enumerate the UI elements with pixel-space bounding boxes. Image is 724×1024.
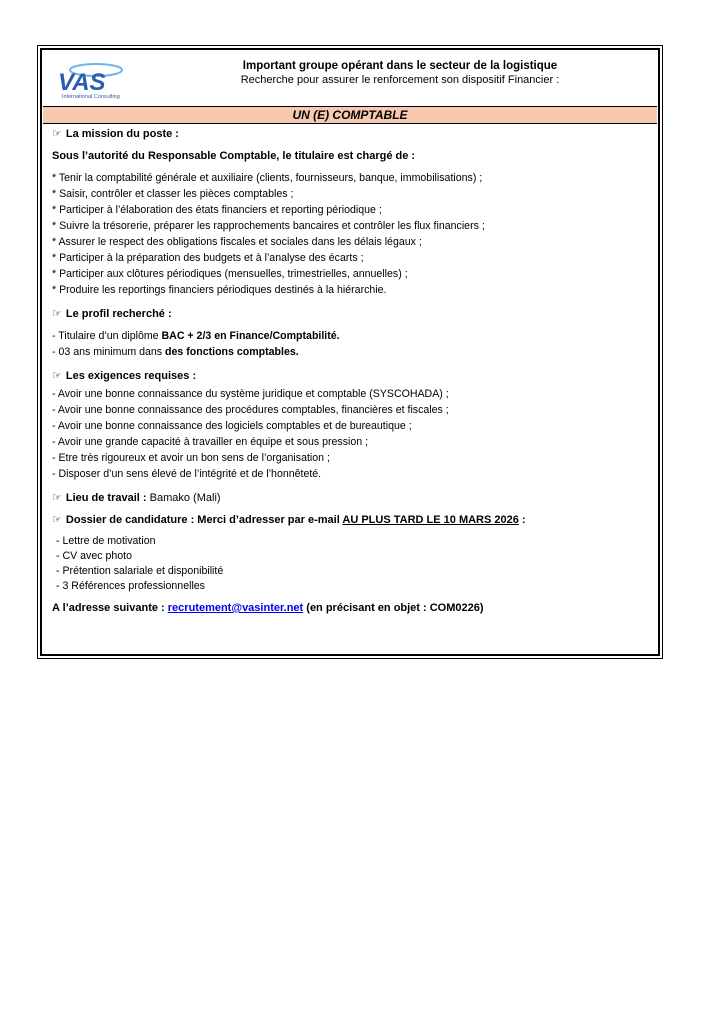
list-item: - Etre très rigoureux et avoir un bon sens de l’organisation ; — [52, 452, 330, 464]
header-title: Important groupe opérant dans le secteur de la logistique — [242, 60, 558, 72]
dossier-heading: ☞ Dossier de candidature : Merci d’adresser par e-mail AU PLUS TARD LE 10 MARS 2026 : — [52, 514, 526, 526]
logo-subtitle: International Consulting — [62, 94, 120, 100]
list-item: - Avoir une bonne connaissance des procédures comptables, financières et fiscales ; — [52, 404, 449, 416]
pointing-hand-icon: ☞ — [52, 308, 62, 320]
pointing-hand-icon: ☞ — [52, 492, 62, 504]
list-item: - 3 Références professionnelles — [56, 580, 205, 592]
list-item: - Disposer d’un sens élevé de l’intégrité et de l’honnêteté. — [52, 468, 322, 480]
vas-logo — [52, 60, 136, 104]
list-item: - Avoir une grande capacité à travailler en équipe et sous pression ; — [52, 436, 369, 448]
exigences-heading: ☞ Les exigences requises : — [52, 370, 197, 382]
list-item: * Tenir la comptabilité générale et auxiliaire (clients, fournisseurs, banque, immobilisations) ; — [52, 172, 483, 184]
profil-line-diploma: - Titulaire d’un diplôme BAC + 2/3 en Finance/Comptabilité. — [52, 330, 340, 342]
list-item: - Lettre de motivation — [56, 535, 156, 547]
job-content — [52, 124, 652, 622]
email-link[interactable]: recrutement@vasinter.net — [167, 602, 304, 614]
list-item: * Suivre la trésorerie, préparer les rapprochements bancaires et contrôler les flux financiers ; — [52, 220, 485, 232]
list-item: * Saisir, contrôler et classer les pièces comptables ; — [52, 188, 294, 200]
list-item: * Produire les reportings financiers périodiques destinés à la hiérarchie. — [52, 284, 387, 296]
pointing-hand-icon: ☞ — [52, 128, 62, 140]
mission-heading: ☞ La mission du poste : — [52, 128, 179, 140]
profil-heading: ☞ Le profil recherché : — [52, 308, 172, 320]
list-item: * Assurer le respect des obligations fiscales et sociales dans les délais légaux ; — [52, 236, 422, 248]
header-subtitle: Recherche pour assurer le renforcement son dispositif Financier : — [240, 74, 560, 86]
list-item: - Prétention salariale et disponibilité — [56, 565, 224, 577]
adresse-line: A l’adresse suivante : recrutement@vasinter.net (en précisant en objet : COM0226) — [52, 602, 484, 614]
pointing-hand-icon: ☞ — [52, 514, 62, 526]
pointing-hand-icon: ☞ — [52, 370, 62, 382]
profil-line-experience: - 03 ans minimum dans des fonctions comptables. — [52, 346, 299, 358]
mission-intro: Sous l’autorité du Responsable Comptable, le titulaire est chargé de : — [52, 150, 416, 162]
mission-list — [52, 170, 652, 298]
exigences-list — [52, 386, 652, 482]
list-item: * Participer à l’élaboration des états financiers et reporting périodique ; — [52, 204, 382, 216]
list-item: - CV avec photo — [56, 550, 132, 562]
list-item: * Participer aux clôtures périodiques (mensuelles, trimestrielles, annuelles) ; — [52, 268, 408, 280]
lieu-line: ☞ Lieu de travail : Bamako (Mali) — [52, 492, 221, 504]
list-item: - Avoir une bonne connaissance des logiciels comptables et de bureautique ; — [52, 420, 412, 432]
dossier-list — [52, 534, 652, 594]
list-item: * Participer à la préparation des budgets et à l’analyse des écarts ; — [52, 252, 364, 264]
list-item: - Avoir une bonne connaissance du système juridique et comptable (SYSCOHADA) ; — [52, 388, 449, 400]
job-title-banner: UN (E) COMPTABLE — [43, 106, 657, 124]
logo-text: VAS — [58, 69, 106, 96]
